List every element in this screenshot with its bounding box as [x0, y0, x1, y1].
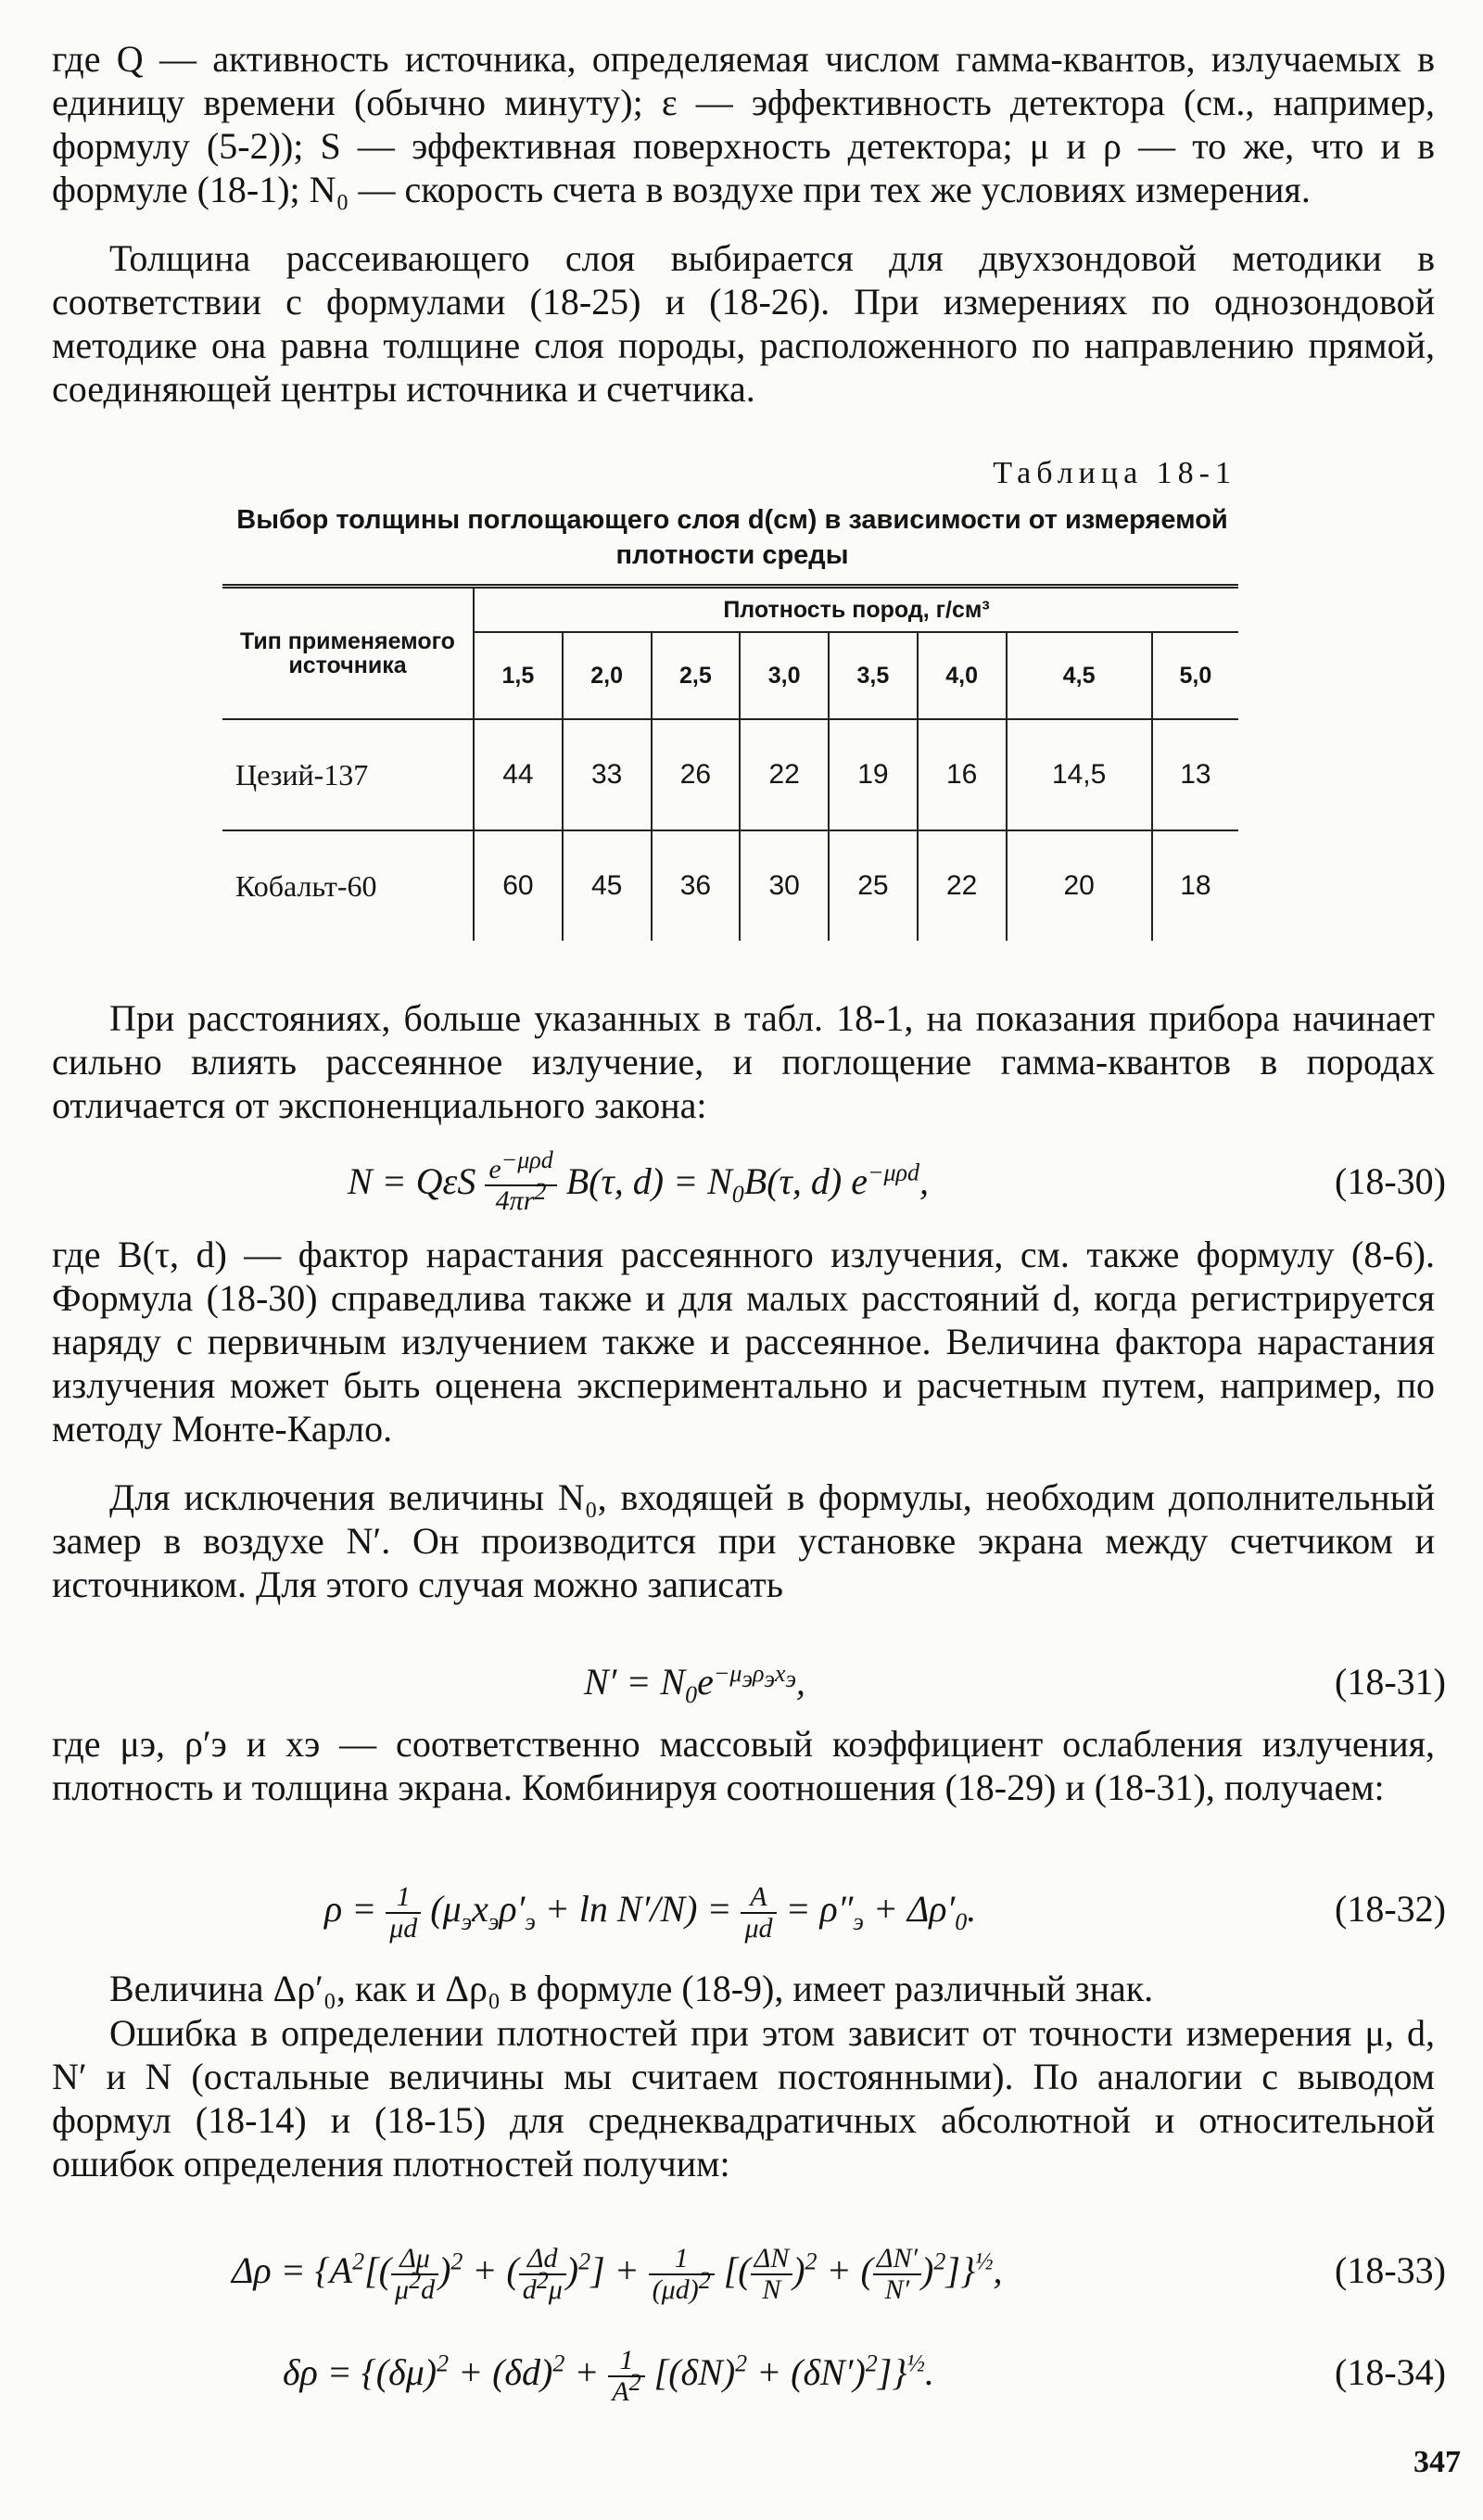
table-cell: 16 — [918, 719, 1007, 830]
table-row-source: Кобальт-60 — [222, 830, 474, 941]
equation-number: (18-31) — [1335, 1661, 1446, 1703]
table-cell: 60 — [474, 830, 563, 941]
table-header-source-type: Тип применяемого источника — [222, 587, 474, 720]
equation-18-30 — [0, 1146, 1446, 1216]
table-row — [222, 830, 1238, 941]
table-cell: 22 — [918, 830, 1007, 941]
paragraph: Ошибка в определении плотностей при этом зависит от точности измерения μ, d, N′ и N (остальные величины мы считаем постоянными). По аналогии с выводом формул (18-14) и (18-15) для среднеквадратичных абсолютной и относительной ошибок определения плотностей получим: — [52, 2012, 1435, 2184]
table-cell: 18 — [1180, 870, 1211, 901]
paragraph: Толщина рассеивающего слоя выбирается для двухзондовой методики в соответствии с формулами (18-25) и (18-26). При измерениях по однозондовой методике она равна толщине слоя породы, расположенного по направлению прямой, соединяющей центры источника и счетчика. — [52, 237, 1435, 410]
table-header-density: 4,0 — [918, 632, 1007, 719]
paragraph-sign-note — [52, 1967, 1435, 2010]
table-cell: 25 — [829, 830, 918, 941]
table-header-density-group: Плотность пород, г/см³ — [474, 587, 1238, 633]
table-cell: 44 — [474, 719, 563, 830]
paragraph-error-analysis — [52, 2011, 1435, 2185]
table-cell: 13 — [1152, 719, 1238, 830]
table-header-density: 3,0 — [740, 632, 829, 719]
table-header-density: 2,5 — [652, 632, 741, 719]
paragraph: Для исключения величины N₀, входящей в формулы, необходим дополнительный замер в воздухе N′. Он производится при установке экрана между счетчиком и источником. Для этого случая можно записать — [52, 1476, 1435, 1605]
equation-formula: ρ = $\frac{1}{\mu d}$ $(\mu_эx_э\rho'_э + \ln N'/N)$ = $\frac{A}{\mu d}$ = $\rho''_э + \Delta\rho'_0$. — [324, 1881, 977, 1944]
table-header-density: 2,0 — [563, 632, 652, 719]
table-header-density: 3,5 — [829, 632, 918, 719]
table-title: Выбор толщины поглощающего слоя d(см) в зависимости от измеряемой плотности среды — [236, 505, 1228, 570]
table-cell: 19 — [829, 719, 918, 830]
paragraph: Величина Δρ′₀, как и Δρ₀ в формуле (18-9), имеет различный знак. — [109, 1968, 1154, 2009]
paragraph-scattered-radiation — [52, 996, 1435, 1127]
paragraph-layer-thickness — [52, 236, 1435, 411]
table-cell: 20 — [1007, 830, 1152, 941]
equation-number: (18-30) — [1335, 1160, 1446, 1202]
paragraph-buildup-factor — [52, 1233, 1435, 1450]
table-cell: 26 — [652, 719, 741, 830]
equation-number: (18-34) — [1335, 2351, 1446, 2393]
equation-number: (18-33) — [1335, 2249, 1446, 2291]
table-row — [222, 719, 1238, 830]
equation-formula: $\delta\rho = \{(\delta\mu)^2 + (\delta d)^2$ + $\frac{1}{A^2}$ $[(\delta N)^2 + (\delta N')^2]\}^{\frac{1}{2}}$. — [283, 2344, 934, 2407]
paragraph: где Q — активность источника, определяемая числом гамма-квантов, излучаемых в единицу времени (обычно минуту); ε — эффективность детектора (см., например, формулу (5-2)); S — эффективная поверхность детектора; μ и ρ — то же, что и в формуле (18-1); N₀ — скорость счета в воздухе при тех же условиях измерения. — [52, 38, 1435, 210]
table-cell: 36 — [652, 830, 741, 941]
paragraph: где B(τ, d) — фактор нарастания рассеянного излучения, см. также формулу (8-6). Формула (18-30) справедлива также и для малых расстояний d, когда регистрируется наряду с первичным излучением также и рассеянное. Величина фактора нарастания излучения может быть оценена экспериментально и расчетным путем, например, по методу Монте-Карло. — [52, 1234, 1435, 1450]
table-header-density: 5,0 — [1152, 632, 1238, 719]
page-number: 347 — [1413, 2445, 1461, 2479]
equation-18-33 — [0, 2234, 1446, 2308]
paragraph-screen-parameters — [52, 1722, 1435, 1809]
table-header-density: 1,5 — [474, 632, 563, 719]
table-cell: 14,5 — [1007, 719, 1152, 830]
paragraph-definitions — [52, 37, 1435, 211]
paragraph-air-measurement — [52, 1475, 1435, 1606]
table-header-density: 4,5 — [1007, 632, 1152, 719]
equation-formula: $\Delta\rho = \{A^2$[( $\frac{\Delta\mu}{\mu^2d}$ )$^2$ + ( $\frac{\Delta d}{d^2\mu}$ )$^2$] + $\frac{1}{(\mu d)^2}$ [( $\frac{\Delta N}{N}$ )$^2$ + ( $\frac{\Delta N'}{N'}$ )$^2$]}$^{\frac{1}{2}}$, — [232, 2242, 1003, 2305]
paragraph: При расстояниях, больше указанных в табл. 18-1, на показания прибора начинает сильно влиять рассеянное излучение, и поглощение гамма-квантов в породах отличается от экспоненциального закона: — [52, 997, 1435, 1126]
paragraph: где μэ, ρ′э и xэ — соответственно массовый коэффициент ослабления излучения, плотность и толщина экрана. Комбинируя соотношения (18-29) и (18-31), получаем: — [52, 1723, 1435, 1808]
equation-formula: $N' = N_0e^{-\mu_э\rho_эx_э}$, — [584, 1659, 805, 1708]
table-cell: 45 — [563, 830, 652, 941]
table-row-source: Цезий-137 — [222, 719, 474, 830]
table-cell: 30 — [740, 830, 829, 941]
table-cell: 22 — [740, 719, 829, 830]
table-label: Таблица 18-1 — [993, 456, 1236, 490]
equation-18-32 — [0, 1881, 1446, 1944]
equation-18-34 — [0, 2340, 1446, 2405]
table-cell: 33 — [563, 719, 652, 830]
equation-formula: N = QεS $\frac{e^{-\mu\rho d}}{4\pi r^2}$ B(τ, $d) = N_0B(\tau$, d) $e^{-\mu\rho d}$, — [348, 1146, 930, 1216]
density-table — [222, 584, 1238, 941]
equation-number: (18-32) — [1335, 1888, 1446, 1930]
equation-18-31 — [0, 1654, 1446, 1710]
